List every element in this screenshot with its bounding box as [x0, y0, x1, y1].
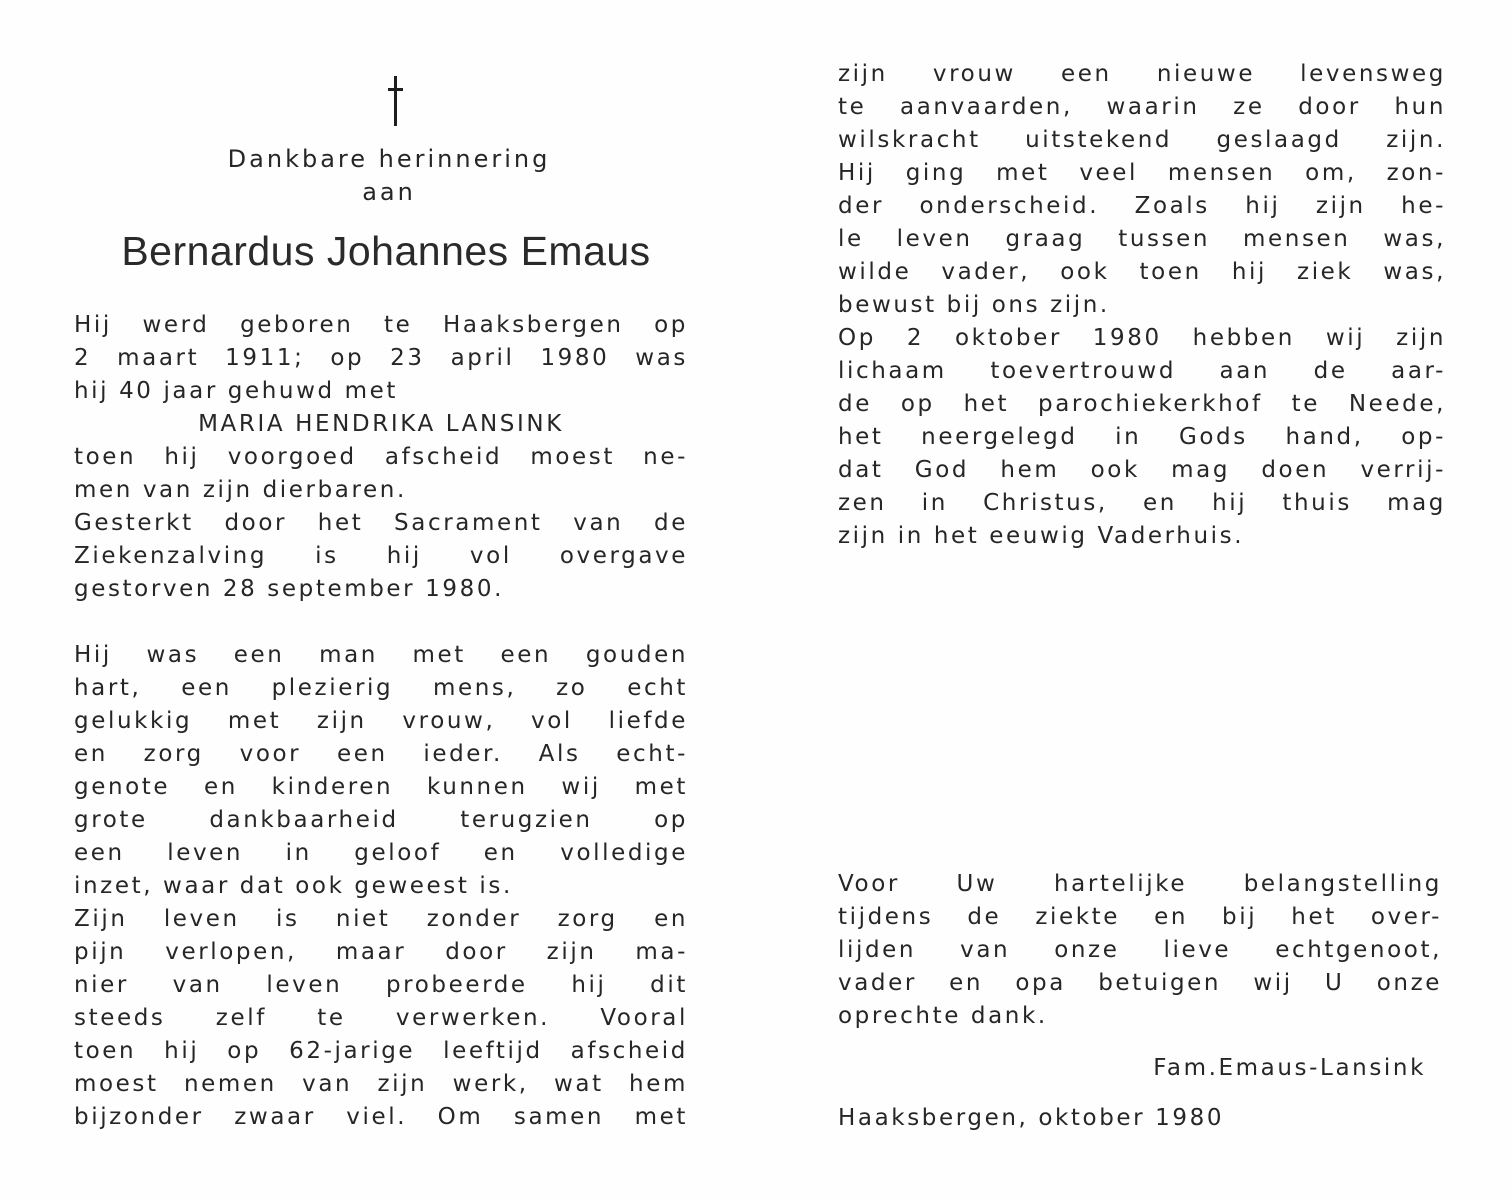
heading-dedication: Dankbare herinnering [227, 145, 551, 173]
text-line: toen hij voorgoed afscheid moest ne- [74, 444, 688, 470]
text-line: grote dankbaarheid terugzien op [74, 807, 688, 833]
text-line: nier van leven probeerde hij dit [74, 972, 688, 998]
text-line: Zijn leven is niet zonder zorg en [74, 906, 688, 932]
text-line: en zorg voor een ieder. Als echt- [74, 741, 688, 767]
text-line: bijzonder zwaar viel. Om samen met [74, 1104, 688, 1130]
text-line: gelukkig met zijn vrouw, vol liefde [74, 708, 688, 734]
text-line: steeds zelf te verwerken. Vooral [74, 1005, 688, 1031]
text-line: te aanvaarden, waarin ze door hun [838, 94, 1446, 120]
text-line: Ziekenzalving is hij vol overgave [74, 543, 688, 569]
tribute-block [74, 639, 688, 1134]
cross-icon [385, 76, 407, 126]
biography-block [74, 309, 688, 606]
text-line: men van zijn dierbaren. [74, 477, 407, 503]
text-line: Hij ging met veel mensen om, zon- [838, 160, 1446, 186]
text-line: lichaam toevertrouwd aan de aar- [838, 358, 1446, 384]
text-line: Hij werd geboren te Haaksbergen op [74, 312, 688, 338]
text-line: Gesterkt door het Sacrament van de [74, 510, 688, 536]
place-date: Haaksbergen, oktober 1980 [838, 1105, 1225, 1131]
deceased-name: Bernardus Johannes Emaus [121, 228, 651, 274]
text-line: oprechte dank. [838, 1003, 1048, 1029]
family-signature: Fam.Emaus-Lansink [1153, 1055, 1426, 1081]
text-line: zijn in het eeuwig Vaderhuis. [838, 523, 1245, 549]
text-line: moest nemen van zijn werk, wat hem [74, 1071, 688, 1097]
text-line: toen hij op 62-jarige leeftijd afscheid [74, 1038, 688, 1064]
text-line: zen in Christus, en hij thuis mag [838, 490, 1446, 516]
text-line: inzet, waar dat ook geweest is. [74, 873, 513, 899]
text-line: zijn vrouw een nieuwe levensweg [838, 61, 1446, 87]
text-line: pijn verlopen, maar door zijn ma- [74, 939, 688, 965]
spouse-name: MARIA HENDRIKA LANSINK [198, 411, 564, 437]
text-line: Hij was een man met een gouden [74, 642, 688, 668]
text-line: der onderscheid. Zoals hij zijn he- [838, 193, 1446, 219]
text-line: wilskracht uitstekend geslaagd zijn. [838, 127, 1446, 153]
tribute-continued-block [838, 58, 1446, 553]
heading-aan: aan [362, 178, 416, 206]
text-line: le leven graag tussen mensen was, [838, 226, 1446, 252]
text-line: wilde vader, ook toen hij ziek was, [838, 259, 1446, 285]
text-line: 2 maart 1911; op 23 april 1980 was [74, 345, 688, 371]
text-line: vader en opa betuigen wij U onze [838, 970, 1442, 996]
text-line: dat God hem ook mag doen verrij- [838, 457, 1446, 483]
text-line: de op het parochiekerkhof te Neede, [838, 391, 1446, 417]
text-line: hij 40 jaar gehuwd met [74, 378, 398, 404]
text-line: een leven in geloof en volledige [74, 840, 688, 866]
text-line: hart, een plezierig mens, zo echt [74, 675, 688, 701]
thanks-block [838, 868, 1442, 1033]
text-line: het neergelegd in Gods hand, op- [838, 424, 1446, 450]
text-line: gestorven 28 september 1980. [74, 576, 504, 602]
text-line: tijdens de ziekte en bij het over- [838, 904, 1442, 930]
text-line: Op 2 oktober 1980 hebben wij zijn [838, 325, 1446, 351]
text-line: bewust bij ons zijn. [838, 292, 1110, 318]
text-line: lijden van onze lieve echtgenoot, [838, 937, 1442, 963]
text-line: Voor Uw hartelijke belangstelling [838, 871, 1442, 897]
text-line: genote en kinderen kunnen wij met [74, 774, 688, 800]
